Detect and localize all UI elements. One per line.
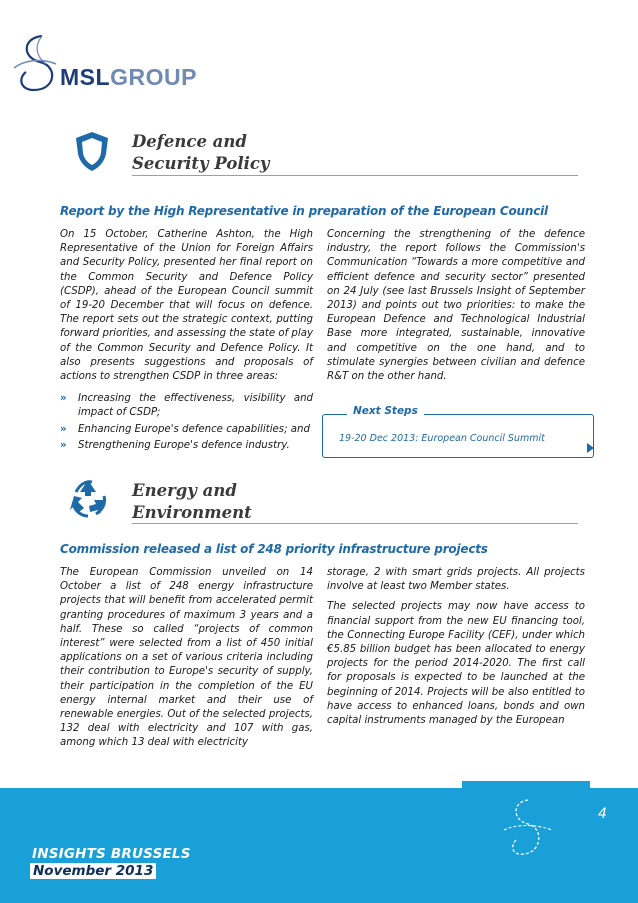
list-item: » Increasing the effectiveness, visibility and impact of CSDP;	[60, 393, 313, 419]
section-title-line2: Security Policy	[132, 154, 270, 173]
paragraph: On 15 October, Catherine Ashton, the High Representative of the Union for Foreign Affairs and Security Policy, presented her final report on the Common Security and Defence Policy (CSDP), ahead of the European Council summit of 19-20 December that will focus on defence. The report sets out the strategic context, putting forward priorities, and assessing the state of play of the Common Security and Defence Policy. It also presents suggestions and proposals of actions to strengthen CSDP in three areas:	[60, 229, 313, 383]
list-item: » Strengthening Europe's defence industry.	[60, 439, 313, 453]
next-steps-box	[322, 405, 594, 458]
chevron-right-icon: »	[60, 423, 67, 435]
msl-group-logo	[12, 28, 212, 98]
bullet-list	[60, 392, 313, 453]
next-steps-label: Next Steps	[347, 405, 424, 417]
footer-brand-date: November 2013	[30, 863, 156, 879]
chevron-right-icon: »	[60, 393, 67, 405]
section-title-line1: Defence and	[132, 132, 247, 151]
section-title-line2: Environment	[132, 503, 252, 522]
section-title-line1: Energy and	[132, 481, 237, 500]
section2-left-column	[60, 566, 313, 757]
section1-right-column	[327, 228, 585, 390]
logo-loop-icon	[498, 796, 558, 866]
logo-wordmark: MSLGROUP	[60, 64, 197, 90]
section-divider	[132, 523, 578, 524]
chevron-right-icon: »	[60, 439, 67, 451]
paragraph: The selected projects may now have access to financial support from the new EU financing tool, the Connecting Europe Facility (CEF), under which €5.85 billion budget has been allocated to energy projects for the period 2014-2020. The first call for proposals is expected to be launched at the beginning of 2014. Projects will be also entitled to have access to enhanced loans, bonds and own capital instruments managed by the European	[327, 601, 585, 727]
arrow-right-icon	[587, 443, 594, 453]
section2-right-column	[327, 566, 585, 734]
list-item: » Enhancing Europe's defence capabilities; and	[60, 423, 313, 437]
paragraph: storage, 2 with smart grids projects. All projects involve at least two Member states.	[327, 567, 585, 593]
paragraph: The European Commission unveiled on 14 October a list of 248 energy infrastructure projects that will benefit from accelerated permit granting procedures of maximum 3 years and a half. These so called “projects of common interest” were selected from a list of 450 initial applications on a set of various criteria including their contribution to Europe's security of supply, their participation in the completion of the EU energy internal market and their use of renewable energies. Out of the selected projects, 132 deal with electricity and 107 with gas, among which 13 deal with electricity	[60, 567, 313, 749]
shield-icon	[74, 130, 110, 172]
section-subheading: Commission released a list of 248 priority infrastructure projects	[60, 542, 488, 556]
logo-loop-icon	[12, 28, 62, 98]
page-number: 4	[598, 806, 607, 822]
section-title-energy	[132, 480, 252, 524]
recycle-icon	[66, 476, 110, 520]
next-steps-text: 19-20 Dec 2013: European Council Summit	[339, 433, 545, 444]
section-title-defence	[132, 131, 270, 175]
section-subheading: Report by the High Representative in preparation of the European Council	[60, 204, 548, 218]
section1-left-column	[60, 228, 313, 455]
section-divider	[132, 175, 578, 176]
paragraph: Concerning the strengthening of the defence industry, the report follows the Commission's Communication “Towards a more competitive and efficient defence and security sector” presented on 24 July (see last Brussels Insight of September 2013) and points out two priorities: to make the European Defence and Technological Industrial Base more integrated, sustainable, innovative and competitive on the one hand, and to stimulate synergies between civilian and defence R&T on the other hand.	[327, 229, 585, 383]
footer-brand-title: INSIGHTS BRUSSELS	[32, 846, 191, 862]
